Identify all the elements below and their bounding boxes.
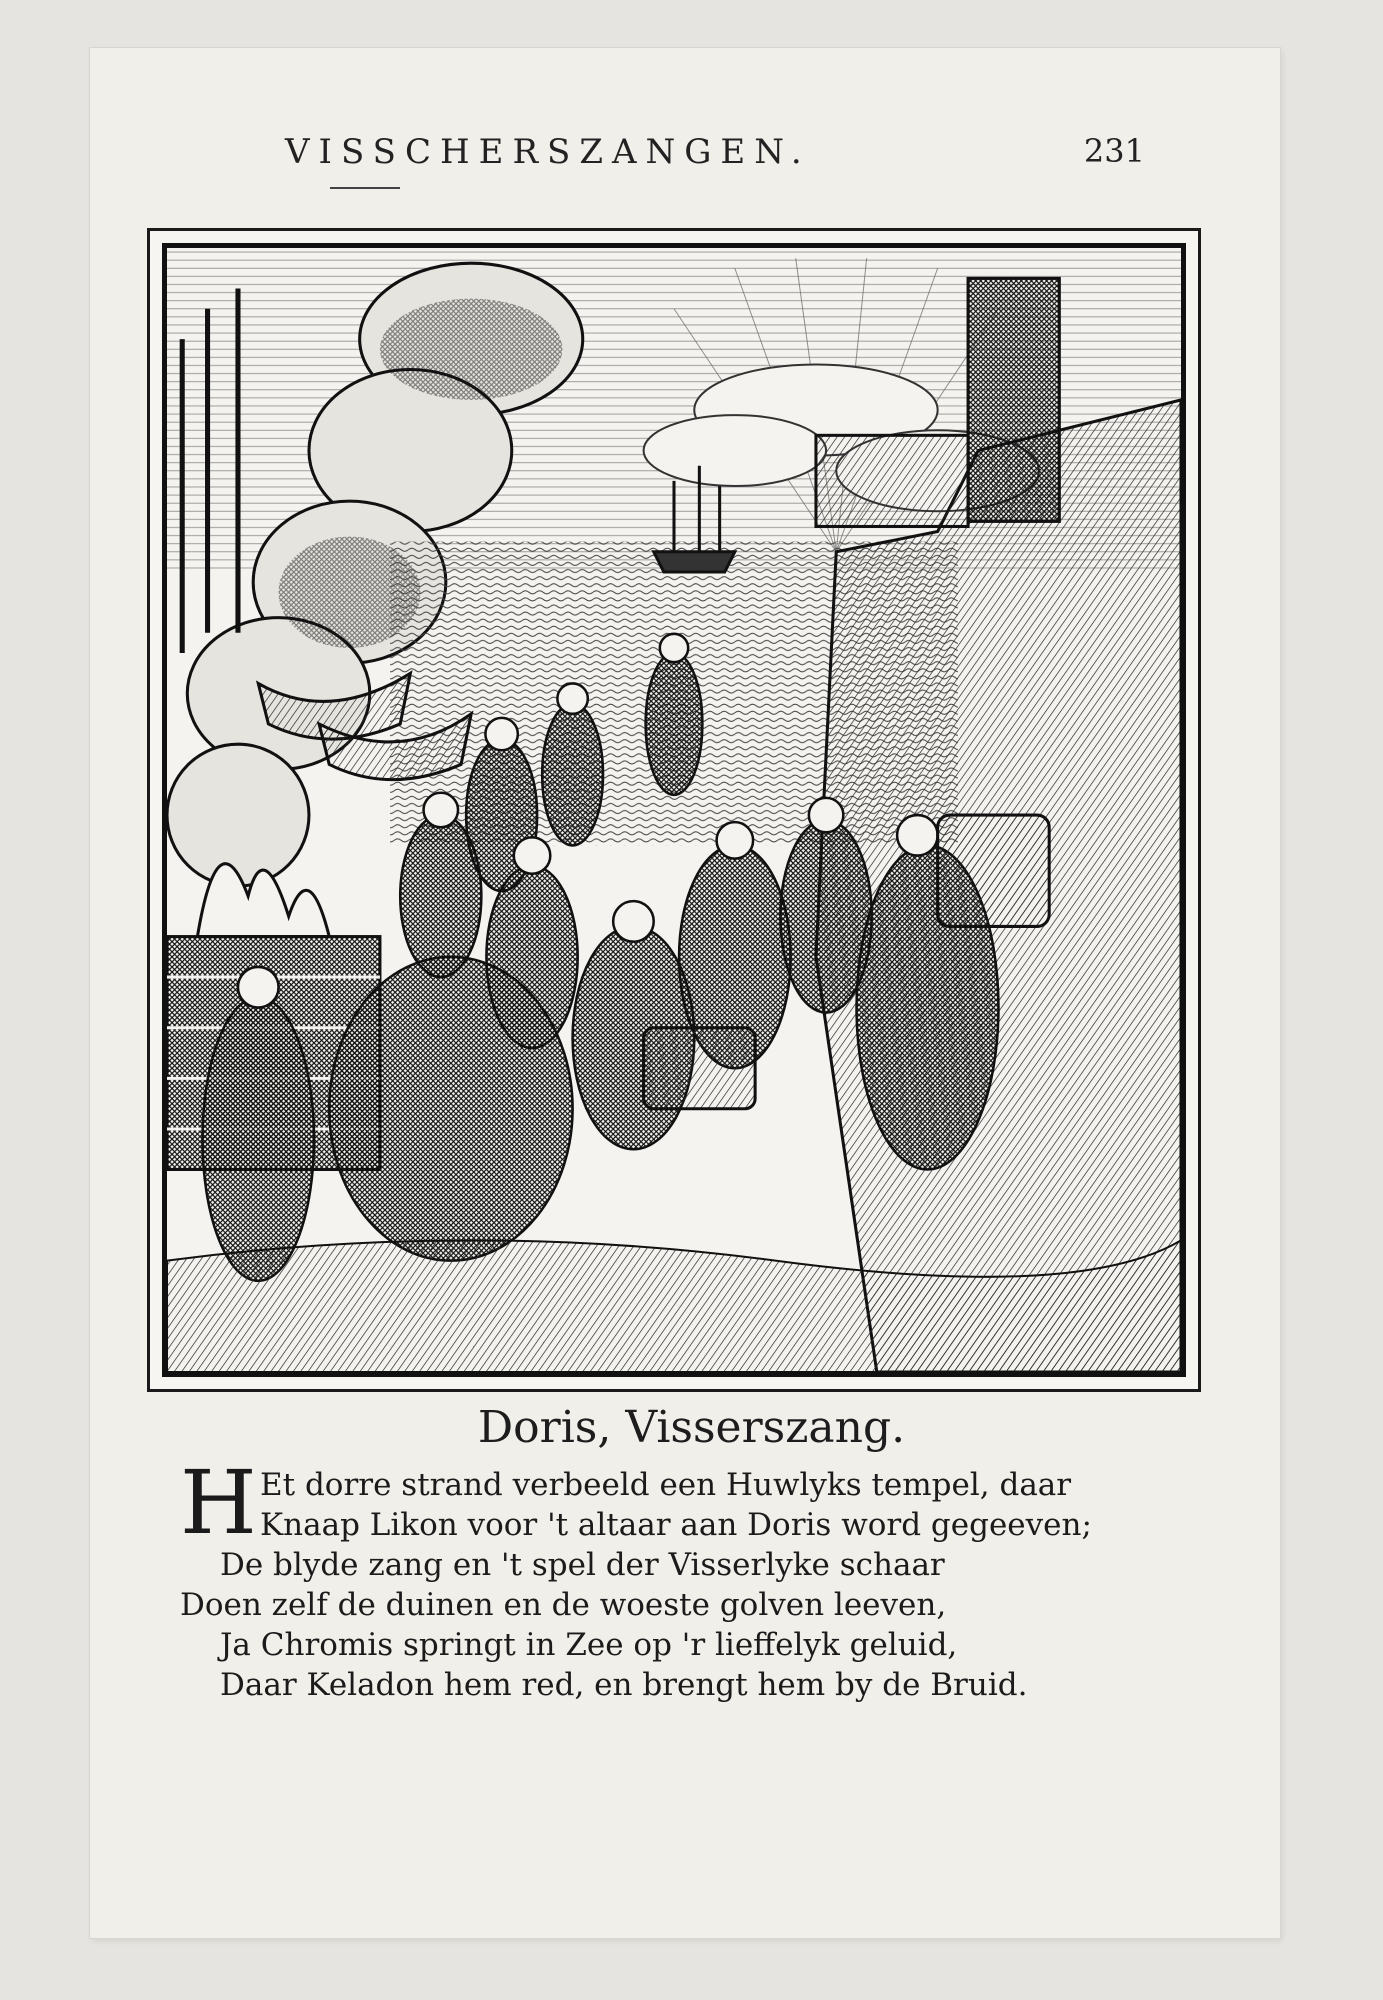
page-number: 231 [1083, 132, 1145, 170]
poem-line: Ja Chromis springt in Zee op 'r lieffelyk geluid, [220, 1627, 958, 1663]
drop-cap: H [180, 1451, 257, 1554]
poem-line: Daar Keladon hem red, en brengt hem by de Bruid. [220, 1667, 1028, 1703]
engraving-image [162, 243, 1186, 1377]
engraving-scene [167, 248, 1181, 1372]
poem-line: Doen zelf de duinen en de woeste golven leeven, [180, 1587, 947, 1623]
engraving-plate [147, 228, 1201, 1392]
header-rule [330, 187, 400, 189]
running-title: VISSCHERSZANGEN. [285, 132, 811, 172]
poem-title: Doris, Visserszang. [477, 1402, 906, 1453]
poem-line: Et dorre strand verbeeld een Huwlyks tempel, daar [260, 1467, 1072, 1503]
poem-line: De blyde zang en 't spel der Visserlyke schaar [220, 1547, 945, 1583]
poem-line: Knaap Likon voor 't altaar aan Doris word gegeeven; [260, 1507, 1092, 1543]
page-header [285, 132, 1145, 182]
